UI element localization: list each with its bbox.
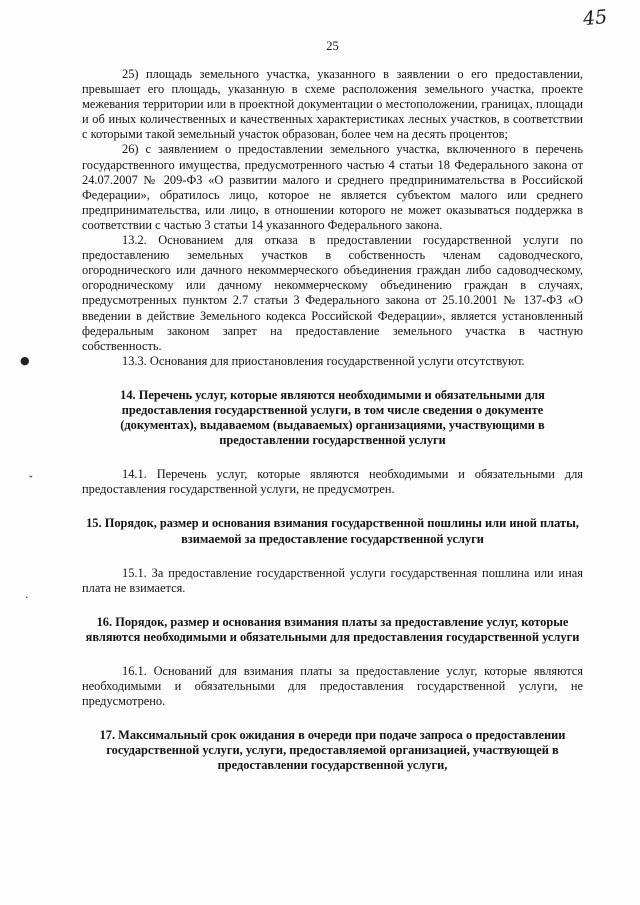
paragraph-15-1: 15.1. За предоставление государственной услуги государственная пошлина или иная плата не взимается. xyxy=(82,565,583,595)
paragraph-14-1: 14.1. Перечень услуг, которые являются необходимыми и обязательными для предоставления государственной услуги, не предусмотрен. xyxy=(82,467,583,497)
page-number: 25 xyxy=(326,39,339,53)
section-heading-17: 17. Максимальный срок ожидания в очереди при подаче запроса о предоставлении государственной услуги, услуги, предоставляемой организацией, участвующей в предоставлении государственной услуги, xyxy=(99,728,566,773)
paragraph-25: 25) площадь земельного участка, указанного в заявлении о его предоставлении, превышает его площадь, указанную в схеме расположения земельного участка, проекте межевания территории или в проектной документации о местоположении, границах, площади и об иных количественных и качественных характеристиках лесных участков, в соответствии с которыми такой земельный участок образован, более чем на десять процентов; xyxy=(82,67,583,142)
section-heading-15: 15. Порядок, размер и основания взимания государственной пошлины или иной платы, взимаемой за предоставление государственной услуги xyxy=(86,516,579,546)
paragraph-26: 26) с заявлением о предоставлении земельного участка, включенного в перечень государственного имущества, предусмотренного частью 4 статьи 18 Федерального закона от 24.07.2007 № 209-ФЗ «О развитии малого и среднего предпринимательства в Российской Федерации», обратилось лицо, которое не является субъектом малого или среднего предпринимательства, или лицо, в отношении которого не может оказываться поддержка в соответствии с частью 3 статьи 14 указанного Федерального закона. xyxy=(82,142,583,232)
paragraph-13-3: 13.3. Основания для приостановления государственной услуги отсутствуют. xyxy=(122,353,525,368)
margin-hole-mark: ● xyxy=(20,354,30,367)
paragraph-16-1: 16.1. Оснований для взимания платы за предоставление услуг, которые являются необходимыми и обязательными для предоставления государственной услуги, не предусмотрено. xyxy=(82,664,583,709)
paragraph-13-2: 13.2. Основанием для отказа в предоставлении государственной услуги по предоставлению земельных участков в собственность членам садоводческого, огороднического или дачного некоммерческого объединения граждан либо садоводческому, огородническому или дачному некоммерческому объединению граждан в случаях, предусмотренных пунктом 2.7 статьи 3 Федерального закона от 25.10.2001 № 137-ФЗ «О введении в действие Земельного кодекса Российской Федерации», является установленный федеральным законом запрет на предоставление земельного участка в частную собственность. xyxy=(82,233,583,353)
document-body xyxy=(82,67,583,774)
handwritten-page-mark: 45 xyxy=(581,5,609,31)
document-page xyxy=(82,0,583,905)
section-heading-14: 14. Перечень услуг, которые являются необходимыми и обязательными для предоставления государственной услуги, в том числе сведения о документе (документах), выдаваемом (выдаваемых) организациями, участвующими в предоставлении государственной услуги xyxy=(120,387,545,448)
margin-scan-mark: · xyxy=(25,591,29,604)
margin-scan-mark: ˇ xyxy=(28,474,34,487)
section-heading-16: 16. Порядок, размер и основания взимания платы за предоставление услуг, которые являются необходимыми и обязательными для предоставления государственной услуги xyxy=(85,614,580,644)
